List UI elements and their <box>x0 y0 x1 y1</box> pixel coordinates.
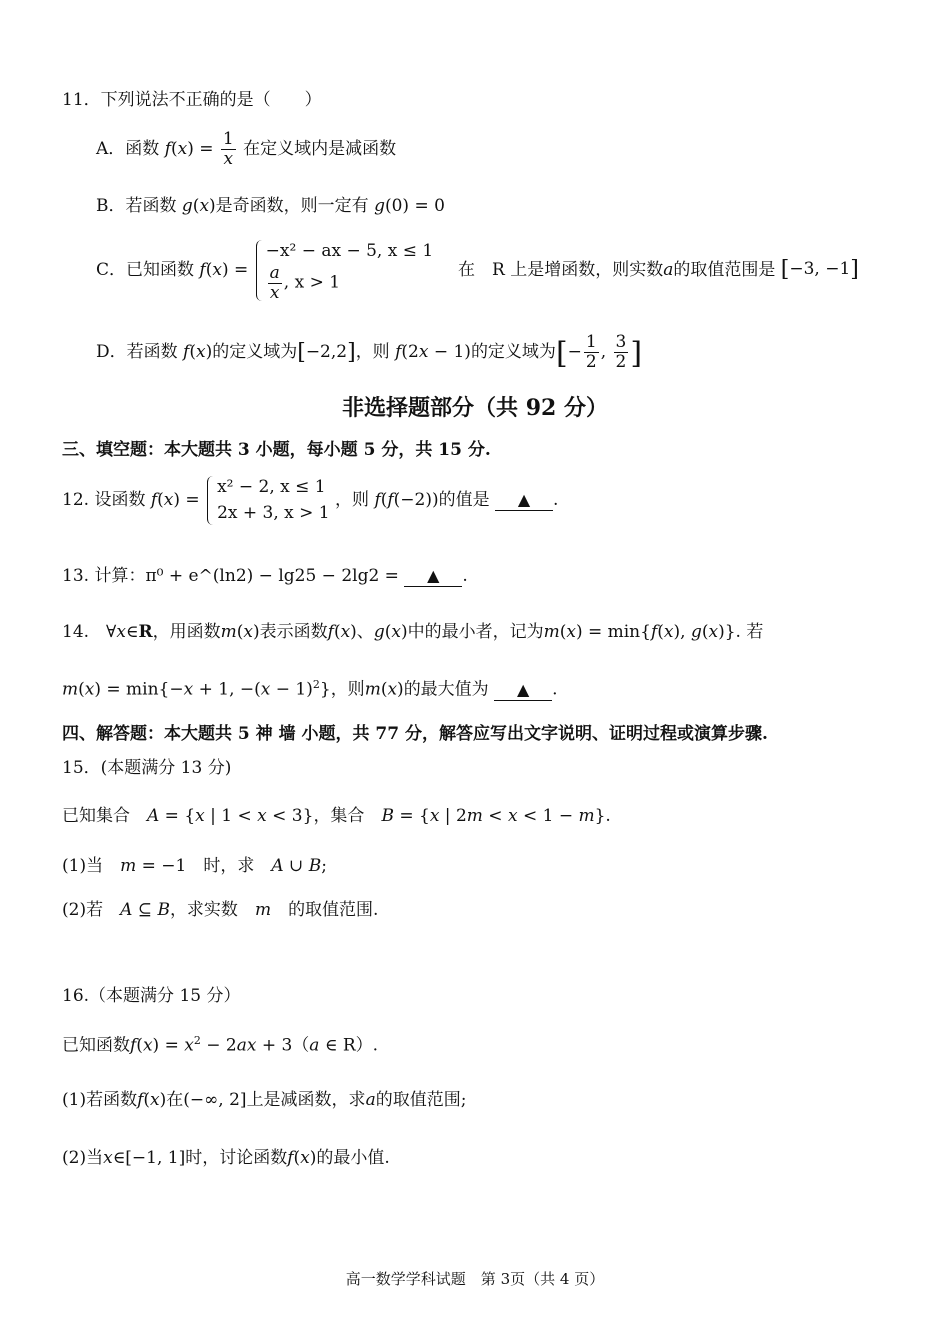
q16-given: 已知函数$f(x) = x^2 - 2ax + 3(a$ ∈ R）. <box>62 1034 379 1056</box>
q14-line2: m(x) = min{−x + 1, $-(x - 1)^2$}，则m(x)的最大值为 ▲ . <box>62 678 558 700</box>
q16-title: 16.（本题满分 15 分） <box>62 986 241 1006</box>
section4-title: 四、解答题：本大题共 5 神 墙 小题，共 77 分，解答应写出文字说明、证明过程或演算步骤. <box>62 724 768 744</box>
q12: 12. 设函数 f(x) = x² − 2, x ≤ 1 2x + 3, x > 1 ，则 f(f(−2))的值是 ▲ . <box>62 474 558 540</box>
q11-option-d: D．若函数 f(x)的定义域为[−2,2]，则 f(2x − 1)的定义域为[− $\frac{1}{2}$ , $\frac{3}{2}$ ] <box>96 332 643 372</box>
q16-part2: (2)当x∈[−1, 1]时，讨论函数f(x)的最小值. <box>62 1148 390 1168</box>
q15-given: 已知集合 A = {x | 1 < x < 3}，集合 B = {x | 2m < x < 1 − m}. <box>62 806 611 826</box>
q14-line1: 14. ∀x∈R，用函数m(x)表示函数f(x)、g(x)中的最小者，记为m(x) = min{f(x), g(x)}. 若 <box>62 622 764 642</box>
q15-part1: (1)当 m = −1 时，求 A ∪ B; <box>62 856 327 876</box>
q15-title: 15．(本题满分 13 分) <box>62 758 232 778</box>
q16-part1: (1)若函数f(x)在(−∞, 2]上是减函数，求a的取值范围; <box>62 1090 467 1110</box>
q11-option-b: B．若函数 g(x)是奇函数，则一定有 g(0) = 0 <box>96 196 445 216</box>
page-footer: 高一数学学科试题 第 3页（共 4 页） <box>345 1270 605 1288</box>
q15-part2: (2)若 A ⊆ B，求实数 m 的取值范围. <box>62 900 379 920</box>
q11-option-c: C．已知函数 f(x) = −x² − ax − 5, x ≤ 1 $\frac{a}{x}$ , x > 1 在 R 上是增函数，则实数a的取值范围是 [−3, −1] <box>96 238 859 320</box>
piecewise-brace: x² − 2, x ≤ 1 2x + 3, x > 1 <box>205 474 330 527</box>
answer-blank: ▲ <box>495 490 553 511</box>
section3-title: 三、填空题：本大题共 3 小题，每小题 5 分，共 15 分. <box>62 440 491 460</box>
q11-option-a: A．函数 f(x) = $\frac{1}{x}$ 在定义域内是减函数 <box>96 129 397 169</box>
q13: 13. 计算：π⁰ + e^(ln2) − lg25 − 2lg2 = ▲ . <box>62 566 468 586</box>
section-title: 非选择题部分（共 92 分） <box>342 395 608 421</box>
answer-blank: ▲ <box>404 566 462 587</box>
q11-stem: 11．下列说法不正确的是（ ） <box>62 90 322 110</box>
answer-blank: ▲ <box>494 680 552 701</box>
piecewise-brace: −x² − ax − 5, x ≤ 1 $\frac{a}{x}$ , x > 1 <box>254 238 434 303</box>
